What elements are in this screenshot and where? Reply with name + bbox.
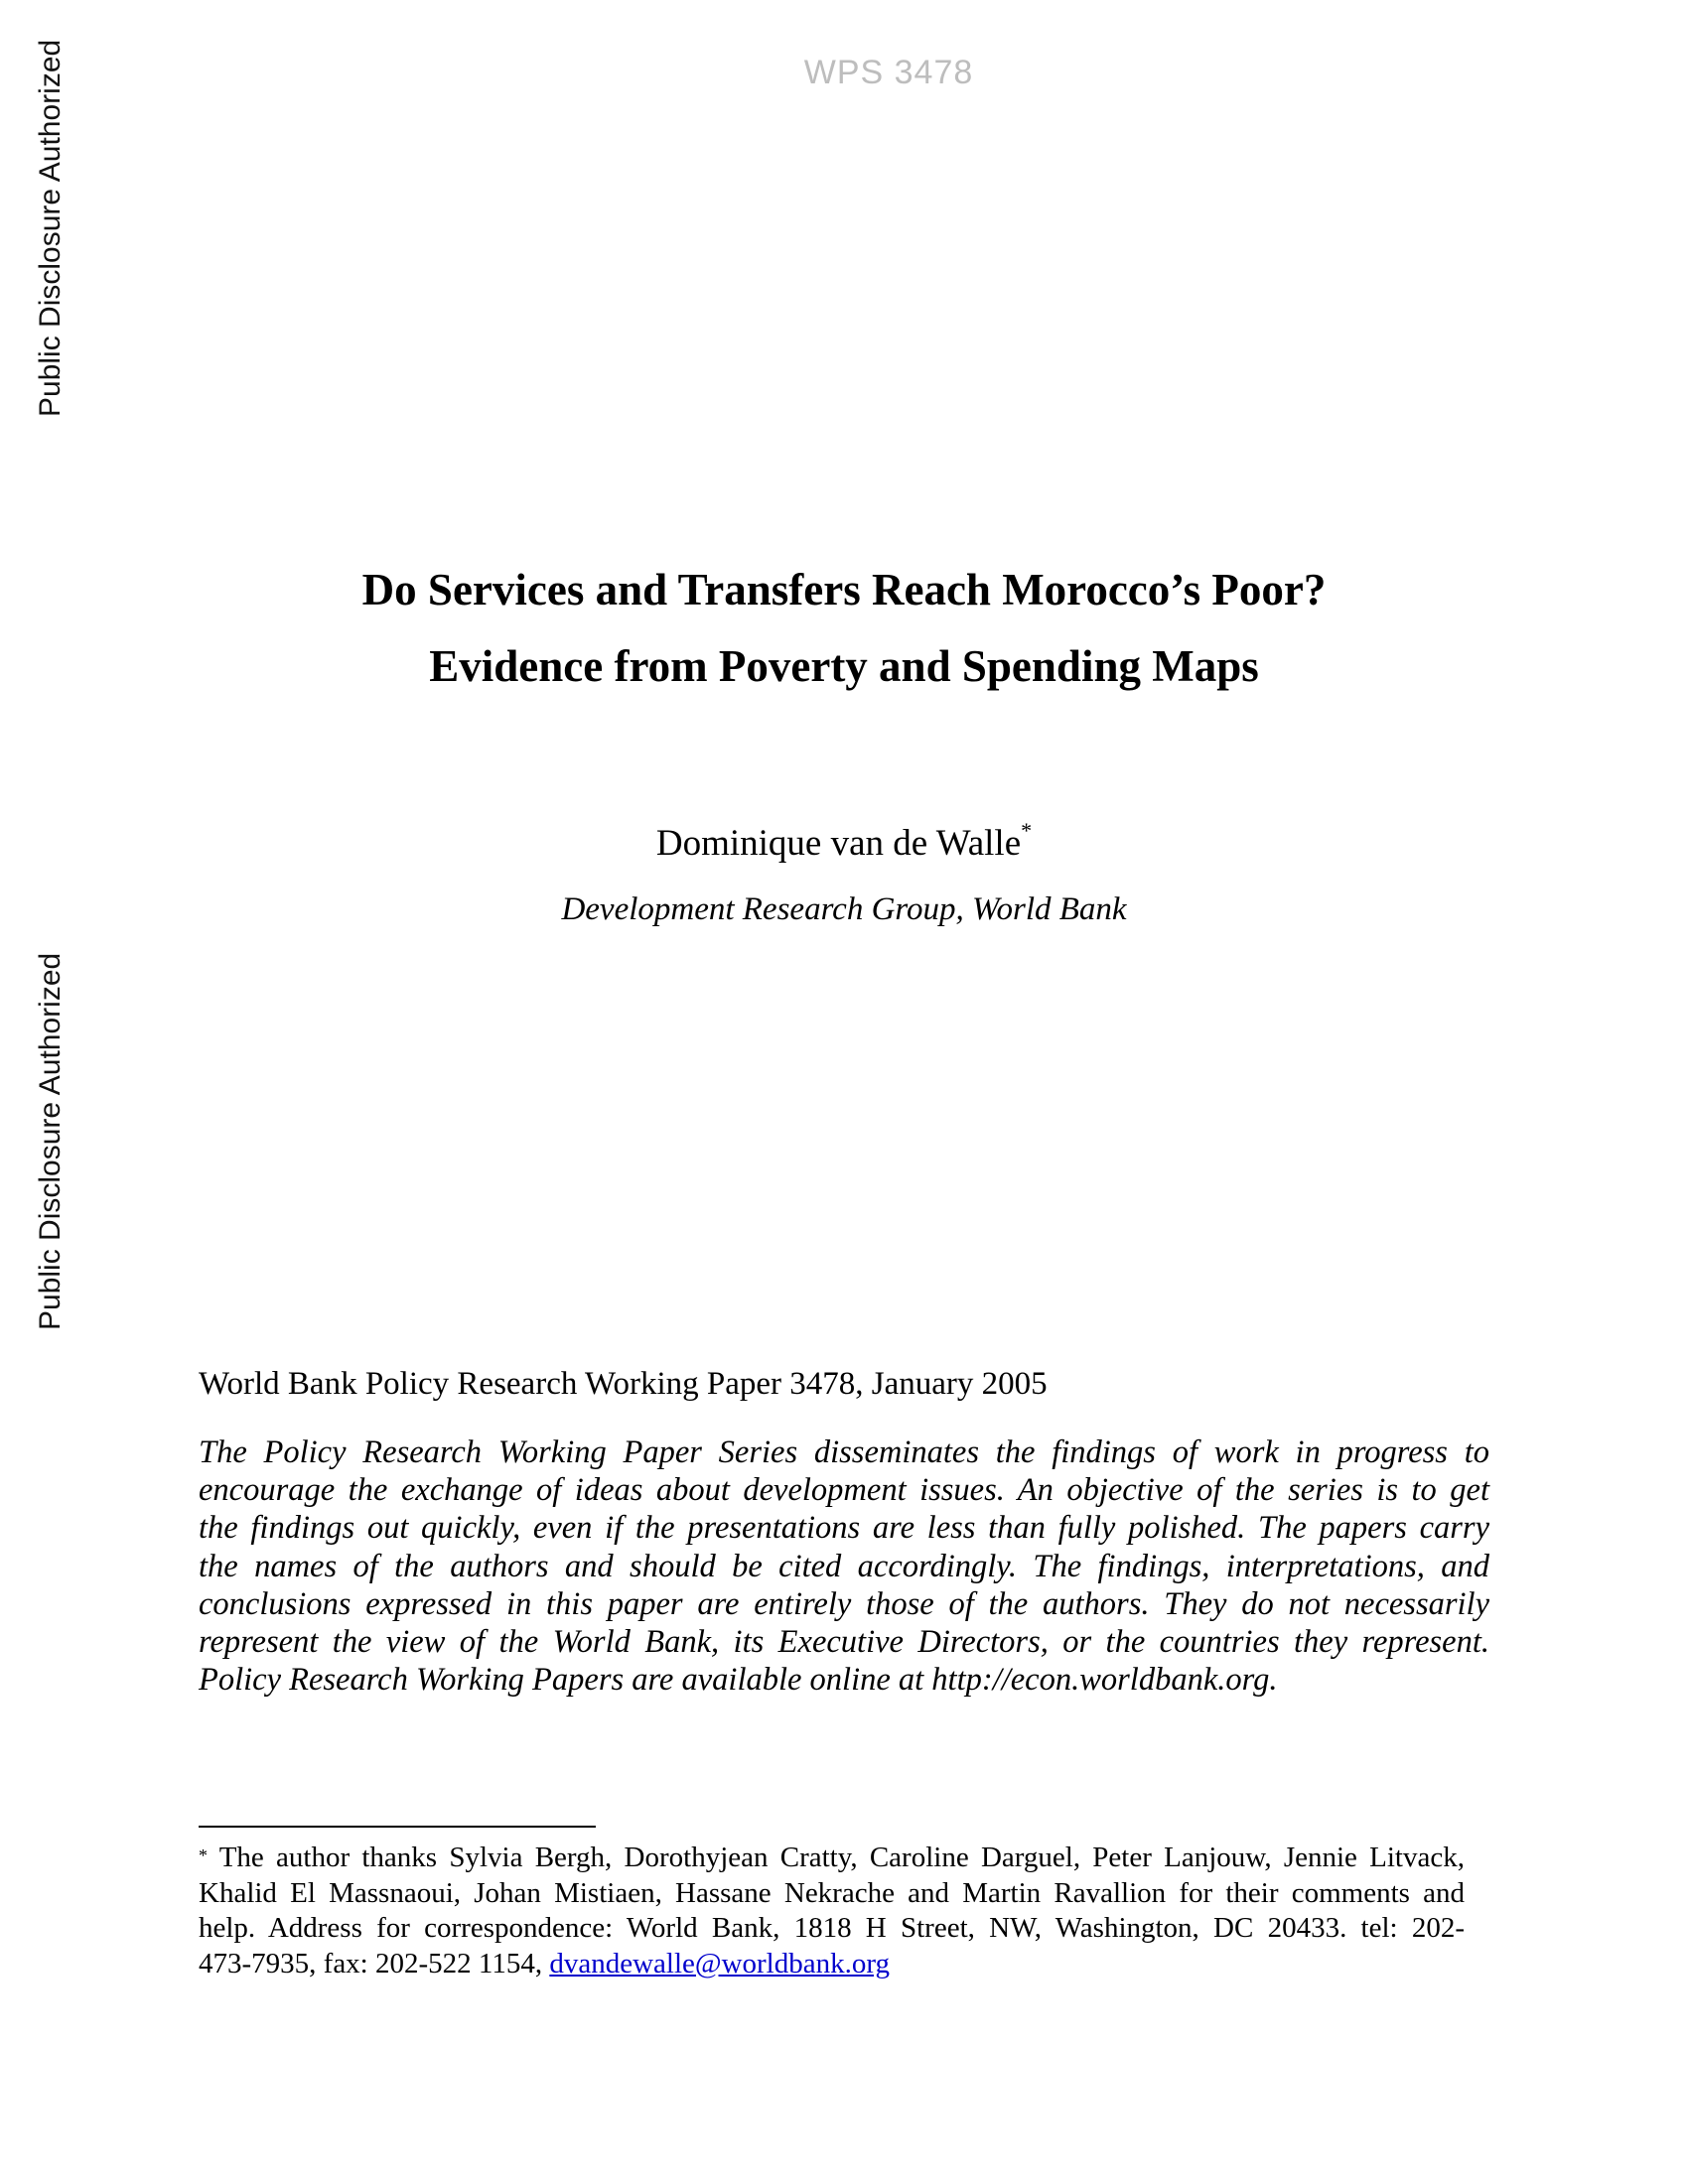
series-citation: World Bank Policy Research Working Paper 3478, January 2005 bbox=[199, 1366, 1048, 1402]
author-email-link[interactable]: dvandewalle@worldbank.org bbox=[549, 1947, 890, 1979]
footnote-line bbox=[199, 1947, 1465, 1982]
author-footnote-marker: * bbox=[1021, 818, 1033, 843]
title-line-2: Evidence from Poverty and Spending Maps bbox=[429, 641, 1259, 691]
disclaimer-line: encourage the exchange of ideas about development issues. An objective of the series is to get bbox=[199, 1472, 1489, 1509]
disclaimer-line: represent the view of the World Bank, its Executive Directors, or the countries they represent. bbox=[199, 1623, 1489, 1660]
title-line-1: Do Services and Transfers Reach Morocco’s Poor? bbox=[361, 565, 1327, 614]
footnote-line bbox=[199, 1841, 1465, 1876]
series-disclaimer bbox=[199, 1433, 1489, 1699]
author-line bbox=[0, 818, 1688, 865]
document-number: WPS 3478 bbox=[803, 54, 974, 91]
disclaimer-line: The Policy Research Working Paper Series disseminates the findings of work in progress to bbox=[199, 1434, 1489, 1470]
author-name: Dominique van de Walle bbox=[655, 823, 1022, 864]
author-footnote bbox=[199, 1841, 1465, 1981]
disclaimer-line: conclusions expressed in this paper are entirely those of the authors. They do not necessarily bbox=[199, 1585, 1489, 1622]
footnote-line-text: 473-7935, fax: 202-522 1154, bbox=[199, 1947, 550, 1979]
footnote-marker: * bbox=[199, 1845, 208, 1865]
author-affiliation: Development Research Group, World Bank bbox=[561, 891, 1127, 927]
disclaimer-line: the findings out quickly, even if the presentations are less than fully polished. The papers carry bbox=[199, 1510, 1489, 1547]
footnote-separator bbox=[199, 1826, 596, 1828]
paper-title bbox=[0, 552, 1688, 705]
footnote-line: Khalid El Massnaoui, Johan Mistiaen, Hassane Nekrache and Martin Ravallion for their comments and bbox=[199, 1876, 1465, 1909]
footnote-line: help. Address for correspondence: World Bank, 1818 H Street, NW, Washington, DC 20433. tel: 202- bbox=[199, 1912, 1465, 1944]
footnote-line-text: The author thanks Sylvia Bergh, Dorothyjean Cratty, Caroline Darguel, Peter Lanjouw, Jennie Litvack, bbox=[208, 1842, 1465, 1873]
disclaimer-line: Policy Research Working Papers are available online at http://econ.worldbank.org. bbox=[199, 1662, 1278, 1699]
disclosure-stamp-top: Public Disclosure Authorized bbox=[34, 39, 67, 417]
disclosure-stamp-middle: Public Disclosure Authorized bbox=[34, 952, 67, 1330]
disclaimer-line: the names of the authors and should be cited accordingly. The findings, interpretations, and bbox=[199, 1548, 1489, 1584]
